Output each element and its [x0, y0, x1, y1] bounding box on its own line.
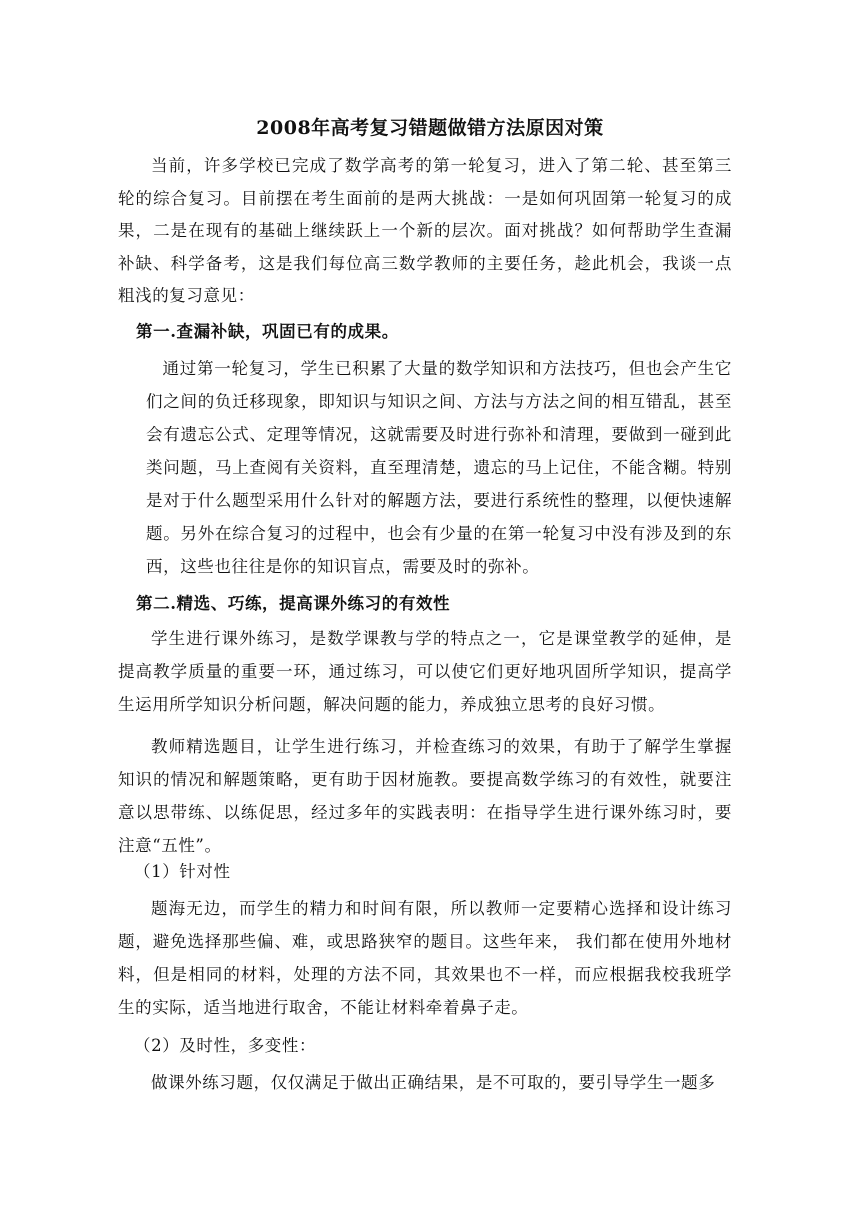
document-title: 2008年高考复习错题做错方法原因对策	[256, 117, 604, 139]
intro-paragraph: 当前，许多学校已完成了数学高考的第一轮复习，进入了第二轮、甚至第三轮的综合复习。目前摆在考生面前的是两大挑战：一是如何巩固第一轮复习的成果，二是在现有的基础上继续跃上一个新的层次。面对挑战？如何帮助学生查漏补缺、科学备考，这是我们每位高三数学教师的主要任务，趁此机会，我谈一点粗浅的复习意见：	[118, 156, 732, 305]
section-2-paragraph-2: 教师精选题目，让学生进行练习，并检查练习的效果，有助于了解学生掌握知识的情况和解题策略，更有助于因材施教。要提高数学练习的有效性，就要注意以思带练、以练促思，经过多年的实践表明：在指导学生进行课外练习时，要注意“五性”。	[118, 737, 732, 855]
section-heading-1: 第一.查漏补缺，巩固已有的成果。	[136, 322, 399, 341]
targeting-paragraph: 题海无边，而学生的精力和时间有限，所以教师一定要精心选择和设计练习题，避免选择那些偏、难，或思路狭窄的题目。这些年来， 我们都在使用外地材料，但是相同的材料，处理的方法不同，其效果也不一样，而应根据我校我班学生的实际，适当地进行取舍，不能让材料牵着鼻子走。	[118, 899, 732, 1017]
section-heading-2: 第二.精选、巧练，提高课外练习的有效性	[136, 594, 451, 613]
section-1-paragraph: 通过第一轮复习，学生已积累了大量的数学知识和方法技巧，但也会产生它们之间的负迁移现象，即知识与知识之间、方法与方法之间的相互错乱，甚至会有遗忘公式、定理等情况，这就需要及时进行弥补和清理，要做到一碰到此类问题，马上查阅有关资料，直至理清楚，遗忘的马上记住，不能含糊。特别是对于什么题型采用什么针对的解题方法，要进行系统性的整理，以便快速解题。另外在综合复习的过程中，也会有少量的在第一轮复习中没有涉及到的东西，这些也往往是你的知识盲点，需要及时的弥补。	[146, 359, 732, 576]
subheading-timeliness: （2）及时性，多变性：	[134, 1036, 317, 1055]
subheading-targeting: （1）针对性	[134, 862, 231, 881]
section-2-paragraph-1: 学生进行课外练习，是数学课教与学的特点之一，它是课堂教学的延伸，是提高教学质量的重要一环，通过练习，可以使它们更好地巩固所学知识，提高学生运用所学知识分析问题，解决问题的能力，养成独立思考的良好习惯。	[118, 629, 732, 714]
timeliness-paragraph: 做课外练习题，仅仅满足于做出正确结果，是不可取的，要引导学生一题多	[151, 1073, 716, 1092]
